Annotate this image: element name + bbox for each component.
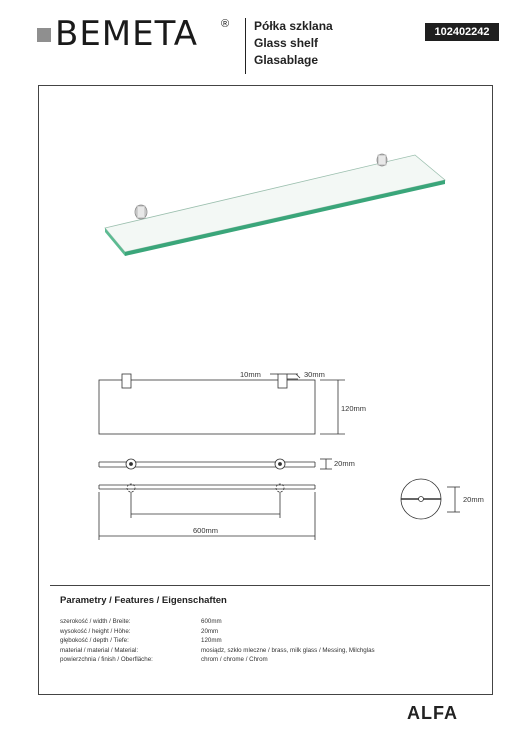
param-label: głębokość / depth / Tiefe: (60, 637, 129, 644)
param-value: chrom / chrome / Chrom (201, 656, 268, 663)
param-label: szerokość / width / Breite: (60, 618, 131, 625)
dim-120-label: 120mm (341, 404, 367, 413)
title-pl: Półka szklana (254, 19, 333, 33)
dim-20-detail-label: 20mm (463, 495, 484, 504)
top-view (99, 374, 345, 434)
param-row (60, 646, 375, 656)
shelf-illustration (105, 154, 445, 256)
params-heading: Parametry / Features / Eigenschaften (60, 595, 227, 606)
param-label: powierzchnia / finish / Oberfläche: (60, 656, 153, 663)
param-value: 120mm (201, 637, 222, 644)
param-label: wysokość / height / Höhe: (60, 627, 131, 635)
params-table (60, 617, 375, 665)
bracket-left-illustration (135, 205, 147, 219)
dim-30-label: 30mm (304, 370, 325, 379)
param-value: 20mm (201, 627, 219, 635)
side-view (99, 459, 332, 469)
param-row (60, 617, 375, 627)
param-row (60, 636, 375, 646)
param-row (60, 627, 375, 637)
params-divider (50, 585, 490, 586)
title-en: Glass shelf (254, 36, 319, 50)
registered-mark: ® (221, 18, 230, 30)
dim-10-label: 10mm (240, 370, 261, 379)
param-value: 600mm (201, 618, 222, 625)
brand-logo: BEMETA (55, 14, 199, 54)
product-code-badge: 102402242 (425, 23, 499, 41)
title-de: Glasablage (254, 53, 319, 67)
bracket-right-illustration (377, 154, 387, 166)
param-value: mosiądz, szkło mleczne / brass, milk glass / Messing, Milchglas (201, 646, 375, 654)
dim-600-label: 600mm (193, 526, 219, 535)
param-label: materiał / material / Material: (60, 646, 139, 654)
bracket-detail (401, 479, 460, 519)
dim-20-side-label: 20mm (334, 459, 355, 468)
series-name: ALFA (407, 703, 458, 723)
param-row (60, 655, 375, 665)
